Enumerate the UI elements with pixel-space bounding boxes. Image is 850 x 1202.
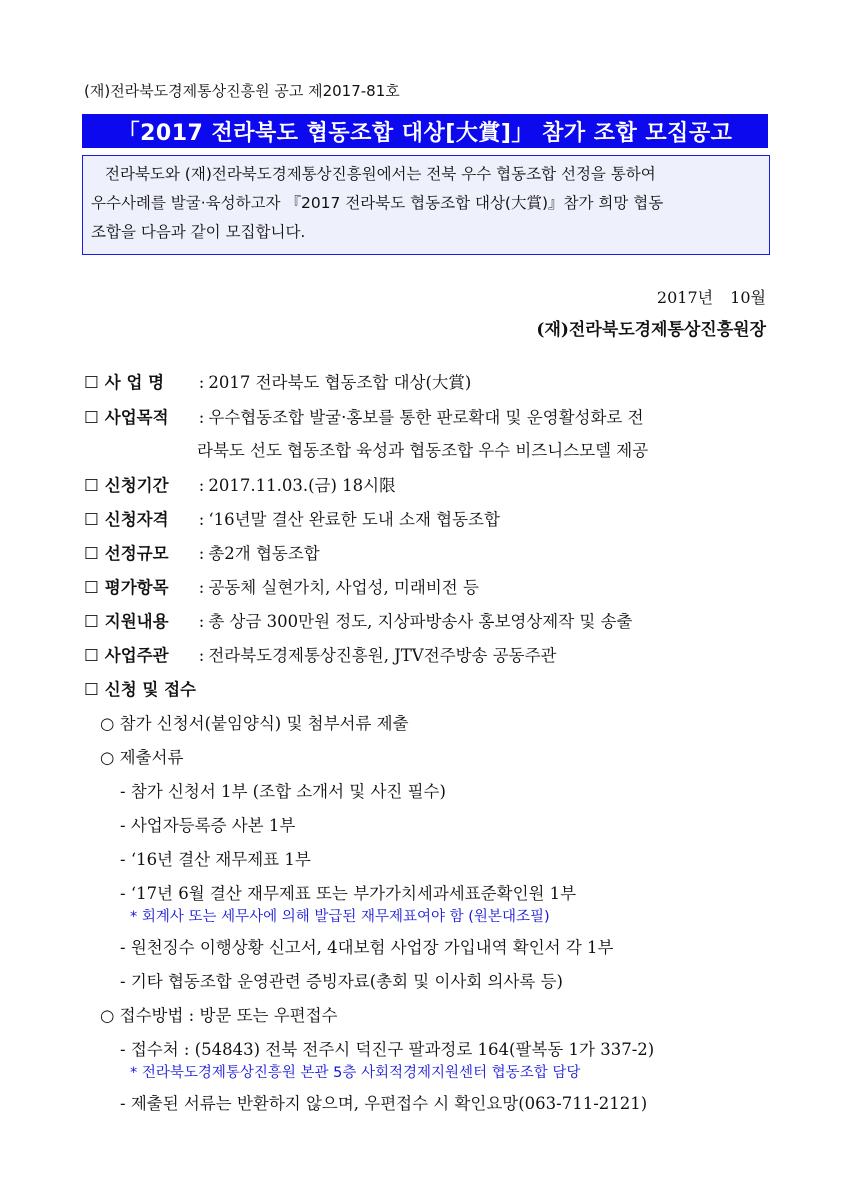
doc-item: - ‘17년 6월 결산 재무제표 또는 부가가치세과세표준확인원 1부 xyxy=(120,884,577,903)
item-label: 선정규모 xyxy=(104,544,169,563)
item-label: 사 업 명 xyxy=(104,373,165,392)
intro-line: 우수사례를 발굴·육성하고자 『2017 전라북도 협동조합 대상(大賞)』참가 희망 협동 xyxy=(91,194,664,212)
item-eligibility: ☐ 신청자격 : ‘16년말 결산 완료한 도내 소재 협동조합 xyxy=(84,506,500,530)
checkbox-symbol: ☐ xyxy=(84,476,99,495)
notice-number: (재)전라북도경제통상진흥원 공고 제2017-81호 xyxy=(84,82,400,100)
item-business-name: ☐ 사 업 명 : 2017 전라북도 협동조합 대상(大賞) xyxy=(84,369,471,393)
checkbox-symbol: ☐ xyxy=(84,680,99,699)
checkbox-symbol: ☐ xyxy=(84,578,99,597)
intro-line: 조합을 다음과 같이 모집합니다. xyxy=(91,223,306,241)
return-notice: - 제출된 서류는 반환하지 않으며, 우편접수 시 확인요망(063-711-2121) xyxy=(120,1094,648,1113)
address: - 접수처 : (54843) 전북 전주시 덕진구 팔과정로 164(팔복동 1가 337-2) xyxy=(120,1040,655,1059)
item-value: 전라북도경제통상진흥원, JTV전주방송 공동주관 xyxy=(208,646,557,665)
address-note: * 전라북도경제통상진흥원 본관 5층 사회적경제지원센터 협동조합 담당 xyxy=(130,1065,581,1081)
checkbox-symbol: ☐ xyxy=(84,612,99,631)
item-label: 평가항목 xyxy=(104,578,169,597)
checkbox-symbol: ☐ xyxy=(84,510,99,529)
intro-box xyxy=(82,155,770,255)
notice-date: 2017년 10월 xyxy=(656,288,766,307)
item-value: 2017.11.03.(금) 18시限 xyxy=(208,476,396,495)
item-scale: ☐ 선정규모 : 총2개 협동조합 xyxy=(84,540,320,564)
item-period: ☐ 신청기간 : 2017.11.03.(금) 18시限 xyxy=(84,472,396,496)
item-application xyxy=(84,676,196,700)
doc-item: - 사업자등록증 사본 1부 xyxy=(120,816,296,835)
item-label: 신청기간 xyxy=(104,476,169,495)
item-purpose: ☐ 사업목적 : 우수협동조합 발굴·홍보를 통한 판로확대 및 운영활성화로 전 xyxy=(84,404,644,428)
item-label: 신청 및 접수 xyxy=(104,680,196,699)
application-submit: ○ 참가 신청서(붙임양식) 및 첨부서류 제출 xyxy=(100,714,409,733)
item-value: 우수협동조합 발굴·홍보를 통한 판로확대 및 운영활성화로 전 xyxy=(208,408,644,427)
doc-note: * 회계사 또는 세무사에 의해 발급된 재무제표여야 함 (원본대조필) xyxy=(130,909,550,925)
item-label: 사업목적 xyxy=(104,408,169,427)
doc-item: - 기타 협동조합 운영관련 증빙자료(총회 및 이사회 의사록 등) xyxy=(120,972,563,991)
doc-item: - ‘16년 결산 재무제표 1부 xyxy=(120,850,311,869)
checkbox-symbol: ☐ xyxy=(84,408,99,427)
checkbox-symbol: ☐ xyxy=(84,544,99,563)
item-purpose-cont: 라북도 선도 협동조합 육성과 협동조합 우수 비즈니스모델 제공 xyxy=(197,441,649,460)
checkbox-symbol: ☐ xyxy=(84,646,99,665)
application-method: ○ 접수방법 : 방문 또는 우편접수 xyxy=(100,1006,338,1025)
item-value: ‘16년말 결산 완료한 도내 소재 협동조합 xyxy=(208,510,500,529)
item-label: 사업주관 xyxy=(104,646,169,665)
item-value: 공동체 실현가치, 사업성, 미래비전 등 xyxy=(208,578,479,597)
item-organizer: ☐ 사업주관 : 전라북도경제통상진흥원, JTV전주방송 공동주관 xyxy=(84,642,556,666)
issuer: (재)전라북도경제통상진흥원장 xyxy=(536,320,766,340)
item-evaluation: ☐ 평가항목 : 공동체 실현가치, 사업성, 미래비전 등 xyxy=(84,574,479,598)
doc-item: - 원천징수 이행상황 신고서, 4대보험 사업장 가입내역 확인서 각 1부 xyxy=(120,938,614,957)
item-value: 총 상금 300만원 정도, 지상파방송사 홍보영상제작 및 송출 xyxy=(208,612,633,631)
doc-item: - 참가 신청서 1부 (조합 소개서 및 사진 필수) xyxy=(120,782,446,801)
application-docs-heading: ○ 제출서류 xyxy=(100,748,184,767)
checkbox-symbol: ☐ xyxy=(84,373,99,392)
item-label: 지원내용 xyxy=(104,612,169,631)
item-value: 총2개 협동조합 xyxy=(208,544,320,563)
page-title: 「2017 전라북도 협동조합 대상[大賞]」 참가 조합 모집공고 xyxy=(82,114,768,148)
intro-line: 전라북도와 (재)전라북도경제통상진흥원에서는 전북 우수 협동조합 선정을 통하여 xyxy=(105,165,656,183)
item-label: 신청자격 xyxy=(104,510,169,529)
item-support: ☐ 지원내용 : 총 상금 300만원 정도, 지상파방송사 홍보영상제작 및 송출 xyxy=(84,608,632,632)
item-value: 2017 전라북도 협동조합 대상(大賞) xyxy=(208,373,472,392)
